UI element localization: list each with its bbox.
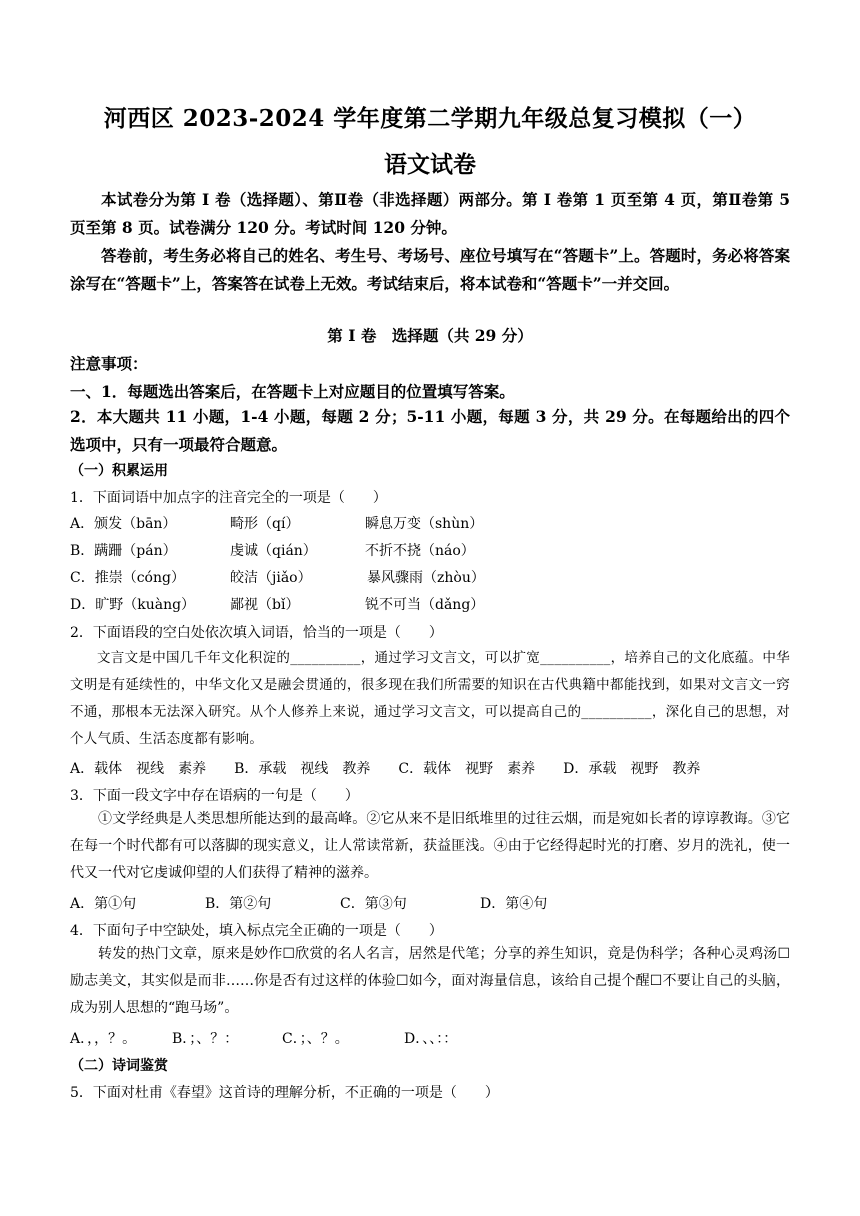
- note-1: 一、1．每题选出答案后，在答题卡上对应题目的位置填写答案。: [70, 382, 515, 401]
- q1-option-a-1: A．颁发（bān）: [70, 516, 177, 532]
- intro-paragraph-1: 本试卷分为第 I 卷（选择题）、第Ⅱ卷（非选择题）两部分。第 I 卷第 1 页至第 4 页，第Ⅱ卷第 5 页至第 8 页。试卷满分 120 分。考试时间 120 分钟。: [70, 190, 790, 237]
- q3-option-d: D．第④句: [480, 896, 548, 912]
- q1-option-d-3: 锐不可当（dǎng）: [365, 597, 485, 613]
- notes-label: 注意事项：: [70, 354, 148, 373]
- q1-option-b-3: 不折不挠（náo）: [365, 543, 475, 559]
- q1-option-c-2: 皎洁（jiǎo）: [230, 570, 312, 586]
- q3-option-b: B．第②句: [205, 896, 272, 912]
- q4-option-c: C．；、？。: [282, 1031, 349, 1047]
- q3-option-a: A．第①句: [70, 896, 137, 912]
- note-2: 2．本大题共 11 小题，1-4 小题，每题 2 分；5-11 小题，每题 3 分，共 29 分。在每题给出的四个选项中，只有一项最符合题意。: [70, 407, 790, 454]
- question-1-stem: 1．下面词语中加点字的注音完全的一项是（ ）: [70, 490, 387, 506]
- section-poetry: （二）诗词鉴赏: [70, 1058, 168, 1074]
- question-3-stem: 3．下面一段文字中存在语病的一句是（ ）: [70, 788, 359, 804]
- question-4-stem: 4．下面句子中空缺处，填入标点完全正确的一项是（ ）: [70, 923, 443, 939]
- page-title: 河西区 2023-2024 学年度第二学期九年级总复习模拟（一）: [103, 105, 757, 132]
- q4-option-b: B．；、？：: [172, 1031, 239, 1047]
- question-2-stem: 2．下面语段的空白处依次填入词语，恰当的一项是（ ）: [70, 625, 443, 641]
- question-5-stem: 5．下面对杜甫《春望》这首诗的理解分析，不正确的一项是（ ）: [70, 1085, 499, 1101]
- q1-option-a-2: 畸形（qí）: [230, 516, 300, 532]
- q1-option-c-3: 暴风骤雨（zhòu）: [367, 570, 485, 586]
- q1-option-a-3: 瞬息万变（shùn）: [365, 516, 484, 532]
- q1-option-c-1: C．推崇（cóng）: [70, 570, 185, 586]
- question-4-passage: 转发的热门文章，原来是妙作☐欣赏的名人名言，居然是代笔；分享的养生知识，竟是伪科学；各种心灵鸡汤☐励志美文，其实似是而非……你是否有过这样的体验☐如今，面对海量信息，该给自己提个醒☐不要让自己的头脑，成为别人思想的“跑马场”。: [70, 946, 790, 1016]
- q1-option-d-1: D．旷野（kuàng）: [70, 597, 196, 613]
- q1-option-b-2: 虔诚（qián）: [230, 543, 317, 559]
- question-3-passage: ①文学经典是人类思想所能达到的最高峰。②它从来不是旧纸堆里的过往云烟，而是宛如长者的谆谆教诲。③它在每一个时代都有可以落脚的现实意义，让人常读常新，获益匪浅。④由于它经得起时光的打磨、岁月的洗礼，使一代又一代对它虔诚仰望的人们获得了精神的滋养。: [70, 811, 790, 881]
- q1-option-b-1: B．蹒跚（pán）: [70, 543, 177, 559]
- q1-option-d-2: 鄙视（bǐ）: [230, 597, 300, 613]
- part1-title: 第 I 卷 选择题（共 29 分）: [327, 326, 533, 345]
- question-2-passage: 文言文是中国几千年文化积淀的__________，通过学习文言文，可以扩宽__________，培养自己的文化底蕴。中华文明是有延续性的，中华文化又是融会贯通的，很多现在我们所需要的知识在古代典籍中都能找到，如果对文言文一窍不通，那根本无法深入研究。从个人修养上来说，通过学习文言文，可以提高自己的__________，深化自己的思想，对个人气质、生活态度都有影响。: [70, 650, 790, 747]
- q4-option-d: D．、、：：: [404, 1031, 458, 1047]
- question-2-options: A．载体 视线 素养 B．承载 视线 教养 C．载体 视野 素养 D．承载 视野 教养: [70, 761, 701, 777]
- page-subtitle: 语文试卷: [384, 151, 476, 178]
- section-accumulation: （一）积累运用: [70, 463, 168, 479]
- intro-paragraph-2: 答卷前，考生务必将自己的姓名、考生号、考场号、座位号填写在“答题卡”上。答题时，务必将答案涂写在“答题卡”上，答案答在试卷上无效。考试结束后，将本试卷和“答题卡”一并交回。: [70, 246, 790, 293]
- q4-option-a: A．，，？。: [70, 1031, 137, 1047]
- q3-option-c: C．第③句: [340, 896, 407, 912]
